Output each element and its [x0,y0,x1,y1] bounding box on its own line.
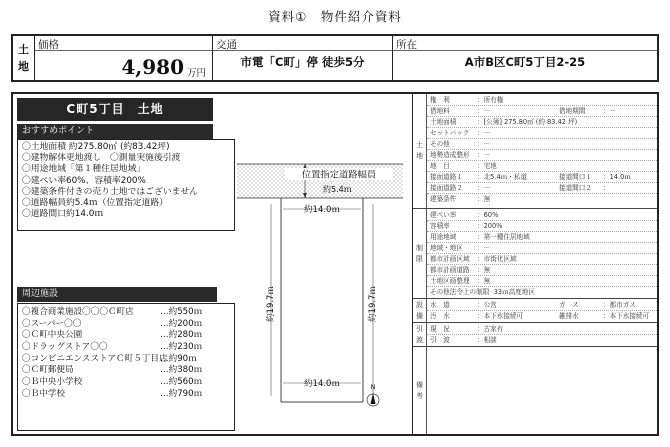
group-label: 備考 [413,347,427,434]
spec-group-handover [413,323,657,347]
group-label: 引渡 [413,323,427,346]
table-row: 現 況 ：古家有 [427,324,657,335]
facility-distance: …約230ｍ [160,342,203,353]
facility-name: 〇複合商業施設〇〇〇Ｃ町店 [22,307,134,317]
point-item: 〇道路間口約14.0ｍ [22,209,104,220]
document-title: 資料① 物件紹介資料 [268,9,402,24]
price-value: 4,980 [121,55,184,79]
facility-distance: …約380ｍ [160,365,203,376]
points-list [17,139,235,231]
road-label: 位置指定道路幅員 [301,169,377,181]
table-row: 都市計画道路 ：無 [427,265,657,276]
facility-distance: …約280ｍ [160,330,203,341]
table-row: 水 道 ：公営 ガ ス ：都市ガス [427,300,657,311]
top-width: 約14.0ｍ [304,205,340,215]
facility-name: 〇Ｂ中央小学校 [22,377,83,388]
table-row: 建ぺい率 ：60% [427,210,657,221]
nearby-heading: 周辺施設 [17,287,217,302]
summary-table [11,34,659,82]
facility-name: 〇Ｂ中学校 [22,388,65,399]
property-spec-table [413,94,657,434]
list-item [22,389,230,401]
north-arrow-pointer [371,393,376,404]
traffic-cell [213,36,393,80]
traffic-label: 交通 [216,39,237,51]
facility-name: 〇ドラッグストア〇〇 [22,342,108,353]
site-plan-diagram [235,154,405,424]
table-row: セットバック ：－ [427,128,657,139]
point-item: 〇建物解体更地渡し 〇測量実施後引渡 [22,153,181,164]
property-detail-frame [11,92,659,436]
price-unit: 万円 [186,68,206,79]
left-panel [13,94,413,434]
right-depth: 約19.7ｍ [368,286,378,322]
table-row: 地勢造成整形 ：－ [427,150,657,161]
point-item: 〇道路幅員約5.4ｍ（位置指定道路） [22,198,168,209]
table-row: その他法令上の制限 ：33ｍ高度地区 [430,288,535,296]
table-row: 容積率 ：200% [427,221,657,232]
group-label: 土地 [413,94,427,208]
list-item [22,354,230,366]
price-label: 価格 [38,39,59,51]
property-title: C町5丁目 土地 [17,98,213,121]
list-item [22,319,230,331]
facility-distance: …約200ｍ [160,318,203,329]
table-row: 土地面積 ：[公簿] 275.80㎡ (約 83.42 坪) [427,117,657,128]
facility-name: 〇スーパー〇〇 [22,318,82,329]
table-row: 接面道路２ ：－ 接道間口２ ： [427,183,657,194]
list-item [22,377,230,389]
table-row: 権 利 ：所有権 [427,95,657,106]
table-row: 接面道路１ ：北5.4ｍ・私道 接道間口１ ：14.0ｍ [427,172,657,183]
spec-group-facilities [413,299,657,323]
spec-group-remarks [413,347,657,434]
facility-distance: …約560ｍ [160,377,203,388]
address-label: 所在 [396,39,417,51]
facility-name: 〇コンビニエンスストアＣ町５丁目店 [22,353,168,364]
table-row: 地域・地区 ：－ [427,243,657,254]
traffic-value: 市電「C町」停 徒歩5分 [240,55,365,69]
north-label: N [370,383,376,391]
facility-distance: …約550ｍ [160,307,203,317]
price-cell [35,36,213,80]
facility-name: 〇Ｃ町郵便局 [22,365,74,376]
facility-distance: …約90ｍ [160,353,197,364]
table-row: 借地料 ：－ 借地期間 ：－ [427,106,657,117]
category-label: 土地 [13,36,35,80]
list-item [22,342,230,354]
point-item: 〇土地面積 約275.80㎡ (約83.42坪) [22,142,170,152]
table-row: その他 ：－ [427,139,657,150]
list-item [22,330,230,342]
list-item [22,307,230,319]
list-item [22,365,230,377]
table-row: 土地区画整理 ：無 [427,276,657,287]
road-width: 約5.4ｍ [323,185,352,194]
point-item: 〇建ぺい率60%、容積率200% [22,175,146,186]
left-depth: 約19.7ｍ [266,286,276,322]
points-heading: おすすめポイント [17,124,213,139]
facility-distance: …約790ｍ [160,388,203,399]
table-row: 引 渡 ：相談 [430,336,497,344]
facility-name: 〇Ｃ町中央公園 [22,330,83,341]
table-row: 建築条件 ：無 [430,195,491,203]
point-item: 〇建築条件付きの売り土地ではございません [22,186,198,197]
nearby-list [17,303,235,431]
group-label: 制限 [413,209,427,298]
group-label: 設備 [413,299,427,322]
table-row: 汚 水 ：本下水接続可 雑排水 ：本下水接続可 [430,312,650,320]
address-cell [393,36,657,80]
table-row: 用途地域 ：第一種住居地域 [427,232,657,243]
table-row: 地 目 ：宅地 [427,161,657,172]
point-item: 〇用途地域「第１種住居地域」 [22,164,146,175]
spec-group-land [413,94,657,209]
table-row: 都市計画区域 ：市街化区域 [427,254,657,265]
bottom-width: 約14.0ｍ [304,379,340,389]
spec-group-restrictions [413,209,657,299]
address-value: A市B区C町5丁目2-25 [464,55,586,69]
